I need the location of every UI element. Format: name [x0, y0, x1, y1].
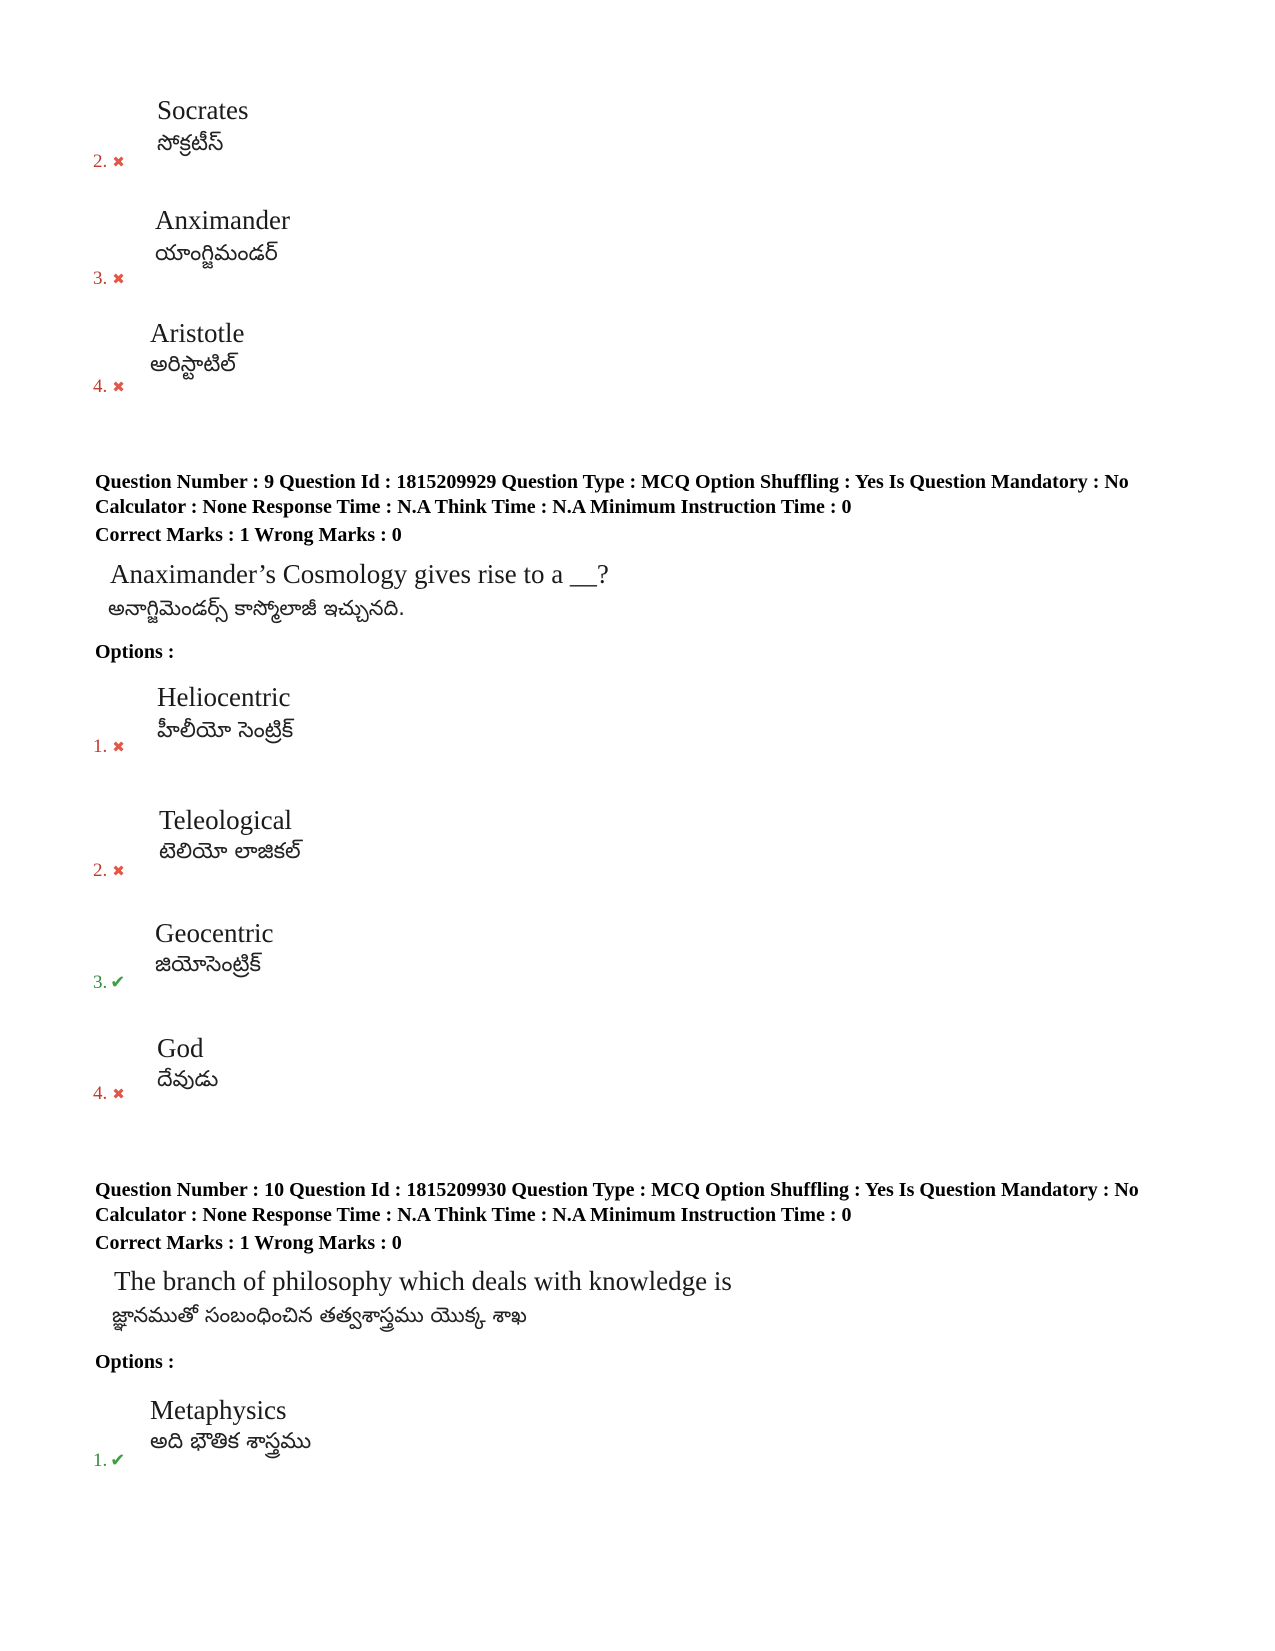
option-english-text: Aristotle — [150, 318, 245, 348]
cross-icon: ✖ — [112, 738, 125, 756]
cross-icon: ✖ — [112, 1085, 125, 1103]
option-telugu-text: టెలియో లాజికల్ — [159, 839, 301, 864]
option-english-text: Geocentric — [155, 918, 274, 948]
question-marks: Correct Marks : 1 Wrong Marks : 0 — [95, 1232, 402, 1254]
option-number — [93, 860, 125, 882]
options-label: Options : — [95, 641, 175, 663]
option-number — [93, 736, 125, 758]
check-icon: ✔ — [110, 1450, 126, 1471]
option-number-label: 3. — [93, 268, 108, 289]
option-telugu-text: జియోసెంట్రిక్ — [155, 952, 261, 977]
question-telugu-text: అనాగ్జిమెండర్స్ కాస్మోలాజీ ఇచ్చునది. — [108, 596, 405, 620]
option-english-text: Anximander — [155, 205, 290, 235]
cross-icon: ✖ — [112, 378, 125, 396]
option-number-label: 2. — [93, 860, 108, 881]
option-english-text: Socrates — [157, 95, 249, 125]
option-number — [93, 268, 125, 290]
option-number-label: 2. — [93, 151, 108, 172]
option-number — [93, 1450, 125, 1472]
question-english-text: Anaximander’s Cosmology gives rise to a __? — [110, 559, 609, 589]
cross-icon: ✖ — [112, 270, 125, 288]
option-number — [93, 1083, 125, 1105]
option-number-label: 3. — [93, 972, 108, 993]
option-telugu-text: హీలీయో సెంట్రిక్ — [157, 718, 294, 743]
option-number — [93, 376, 125, 398]
option-english-text: Heliocentric — [157, 682, 291, 712]
question-marks: Correct Marks : 1 Wrong Marks : 0 — [95, 524, 402, 546]
question-meta: Question Number : 10 Question Id : 1815209930 Question Type : MCQ Option Shuffling : Yes Is Question Mandatory : No Calculator : None Response Time : N.A Think Time : N.A Minimum Instruction Time : 0 — [95, 1179, 1139, 1226]
cross-icon: ✖ — [112, 153, 125, 171]
option-number-label: 1. — [93, 1450, 108, 1471]
option-english-text: Teleological — [159, 805, 293, 835]
question-english-text: The branch of philosophy which deals with knowledge is — [114, 1266, 732, 1296]
check-icon: ✔ — [110, 972, 126, 993]
options-label: Options : — [95, 1351, 175, 1373]
option-number-label: 4. — [93, 376, 108, 397]
cross-icon: ✖ — [112, 862, 125, 880]
option-telugu-text: దేవుడు — [157, 1067, 219, 1092]
question-telugu-text: జ్ఞానముతో సంబంధించిన తత్వశాస్త్రము యొక్క శాఖ — [112, 1303, 527, 1327]
option-english-text: God — [157, 1033, 204, 1063]
option-english-text: Metaphysics — [150, 1395, 287, 1425]
option-telugu-text: అరిస్టాటిల్ — [150, 352, 236, 377]
option-telugu-text: సోక్రటీస్ — [157, 131, 224, 156]
option-telugu-text: యాంగ్జిమండర్ — [155, 241, 278, 266]
option-number — [93, 151, 125, 173]
option-number — [93, 972, 125, 994]
option-number-label: 4. — [93, 1083, 108, 1104]
option-number-label: 1. — [93, 736, 108, 757]
option-telugu-text: అది భౌతిక శాస్త్రము — [150, 1429, 312, 1454]
question-meta: Question Number : 9 Question Id : 1815209929 Question Type : MCQ Option Shuffling : Yes Is Question Mandatory : No Calculator : None Response Time : N.A Think Time : N.A Minimum Instruction Time : 0 — [95, 471, 1129, 518]
